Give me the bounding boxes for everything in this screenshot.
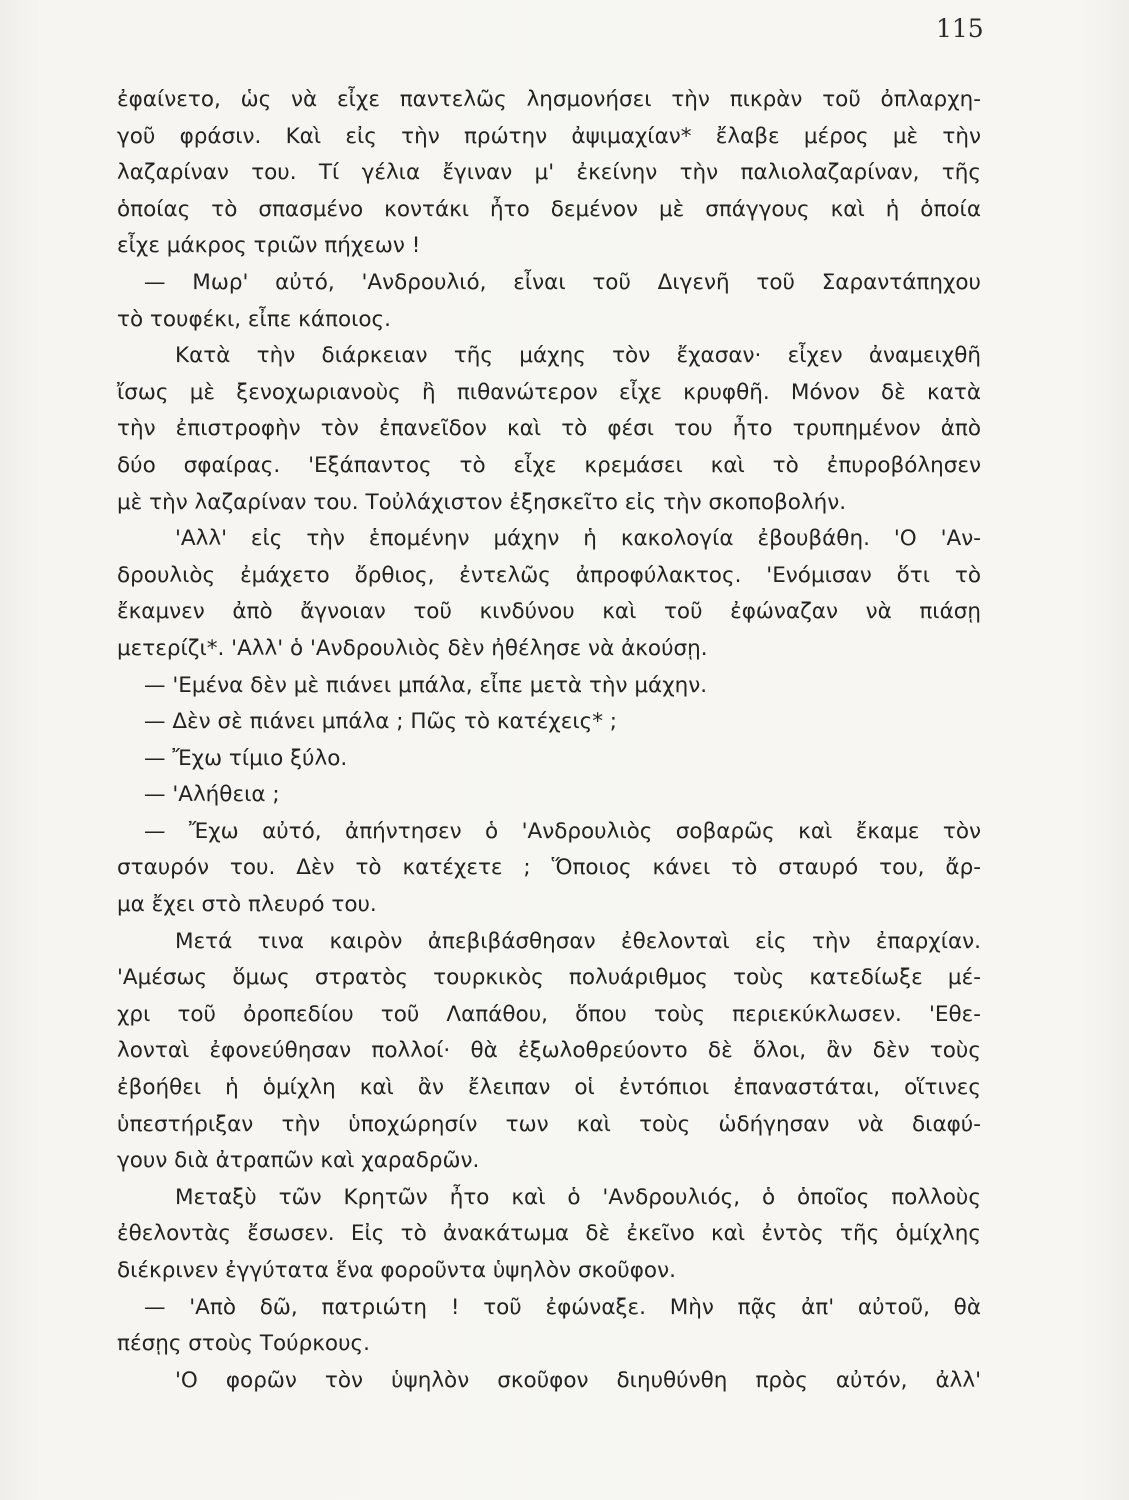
- text-line: 'Αμέσως ὅμως στρατὸς τουρκικὸς πολυάριθμος τοὺς κατεδίωξε μέ-: [117, 965, 981, 991]
- text-line: μετερίζι*. 'Αλλ' ὁ 'Ανδρουλιὸς δὲν ἠθέλησε νὰ ἀκούσῃ.: [117, 635, 708, 661]
- text-line: μα ἔχει στὸ πλευρό του.: [117, 892, 377, 918]
- text-line: μὲ τὴν λαζαρίναν του. Τοὐλάχιστον ἐξησκεῖτο εἰς τὴν σκοποβολήν.: [117, 489, 847, 515]
- page-number: 115: [936, 14, 984, 43]
- text-line: — 'Αλήθεια ;: [144, 782, 280, 808]
- text-line: εἶχε μάκρος τριῶν πήχεων !: [117, 233, 421, 259]
- text-line: πέσῃς στοὺς Τούρκους.: [117, 1331, 370, 1357]
- text-line: — Δὲν σὲ πιάνει μπάλα ; Πῶς τὸ κατέχεις* ;: [144, 709, 618, 735]
- text-line: — 'Απὸ δῶ, πατριώτη ! τοῦ ἐφώναξε. Μὴν πᾷς ἀπ' αὐτοῦ, θὰ: [144, 1294, 981, 1320]
- text-line: διέκρινεν ἐγγύτατα ἕνα φοροῦντα ὑψηλὸν σκοῦφον.: [117, 1258, 676, 1283]
- text-line: Μεταξὺ τῶν Κρητῶν ἦτο καὶ ὁ 'Ανδρουλιός, ὁ ὁποῖος πολλοὺς: [175, 1184, 981, 1210]
- text-line: ἐβοήθει ἡ ὁμίχλη καὶ ἂν ἔλειπαν οἱ ἐντόπιοι ἐπαναστάται, οἵτινες: [117, 1075, 981, 1101]
- text-line: 'Αλλ' εἰς τὴν ἑπομένην μάχην ἡ κακολογία ἐβουβάθη. 'Ο 'Αν-: [175, 526, 981, 552]
- text-line: 'Ο φορῶν τὸν ὑψηλὸν σκοῦφον διηυθύνθη πρὸς αὐτόν, ἀλλ': [175, 1367, 981, 1393]
- text-line: σταυρόν του. Δὲν τὸ κατέχετε ; Ὅποιος κάνει τὸ σταυρό του, ἄρ-: [117, 855, 981, 881]
- text-line: χρι τοῦ ὀροπεδίου τοῦ Λαπάθου, ὅπου τοὺς περιεκύκλωσεν. 'Εθε-: [117, 1001, 981, 1027]
- text-line: ἔκαμνεν ἀπὸ ἄγνοιαν τοῦ κινδύνου καὶ τοῦ ἐφώναζαν νὰ πιάσῃ: [117, 599, 981, 625]
- text-line: Κατὰ τὴν διάρκειαν τῆς μάχης τὸν ἔχασαν· εἶχεν ἀναμειχθῆ: [175, 343, 981, 369]
- text-line: γοῦ φράσιν. Καὶ εἰς τὴν πρώτην ἀψιμαχίαν* ἔλαβε μέρος μὲ τὴν: [117, 123, 981, 149]
- text-line: — Ἔχω αὐτό, ἀπήντησεν ὁ 'Ανδρουλιὸς σοβαρῶς καὶ ἔκαμε τὸν: [144, 818, 981, 844]
- text-line: τὸ τουφέκι, εἶπε κάποιος.: [117, 306, 392, 332]
- text-line: λονταὶ ἐφονεύθησαν πολλοί· θὰ ἐξωλοθρεύοντο δὲ ὅλοι, ἂν δὲν τοὺς: [117, 1038, 981, 1064]
- text-line: — Ἔχω τίμιο ξύλο.: [144, 745, 348, 771]
- text-line: — Μωρ' αὐτό, 'Ανδρουλιό, εἶναι τοῦ Διγενῆ τοῦ Σαραντάπηχου: [144, 269, 981, 295]
- text-line: δρουλιὸς ἐμάχετο ὄρθιος, ἐντελῶς ἀπροφύλακτος. 'Ενόμισαν ὅτι τὸ: [117, 562, 981, 588]
- text-line: τὴν ἐπιστροφὴν τὸν ἐπανεῖδον καὶ τὸ φέσι του ἦτο τρυπημένον ἀπὸ: [117, 416, 981, 442]
- text-line: — 'Εμένα δὲν μὲ πιάνει μπάλα, εἶπε μετὰ τὴν μάχην.: [144, 672, 708, 698]
- text-line: ἐθελοντὰς ἔσωσεν. Εἰς τὸ ἀνακάτωμα δὲ ἐκεῖνο καὶ ἐντὸς τῆς ὁμίχλης: [117, 1221, 981, 1247]
- text-line: ὑπεστήριξαν τὴν ὑποχώρησίν των καὶ τοὺς ὡδήγησαν νὰ διαφύ-: [117, 1111, 981, 1137]
- body-text: [117, 82, 981, 1399]
- text-line: ἐφαίνετο, ὡς νὰ εἶχε παντελῶς λησμονήσει τὴν πικρὰν τοῦ ὀπλαρχη-: [117, 87, 981, 112]
- text-line: ὁποίας τὸ σπασμένο κοντάκι ἦτο δεμένον μὲ σπάγγους καὶ ἡ ὁποία: [117, 196, 981, 222]
- text-line: δύο σφαίρας. 'Εξάπαντος τὸ εἶχε κρεμάσει καὶ τὸ ἐπυροβόλησεν: [117, 452, 981, 478]
- text-line: ἴσως μὲ ξενοχωριανοὺς ἢ πιθανώτερον εἶχε κρυφθῆ. Μόνον δὲ κατὰ: [117, 379, 981, 405]
- text-line: γουν διὰ ἀτραπῶν καὶ χαραδρῶν.: [117, 1148, 480, 1174]
- text-line: λαζαρίναν του. Τί γέλια ἔγιναν μ' ἐκείνην τὴν παλιολαζαρίναν, τῆς: [117, 160, 981, 186]
- text-line: Μετά τινα καιρὸν ἀπεβιβάσθησαν ἐθελονταὶ εἰς τὴν ἐπαρχίαν.: [175, 928, 981, 954]
